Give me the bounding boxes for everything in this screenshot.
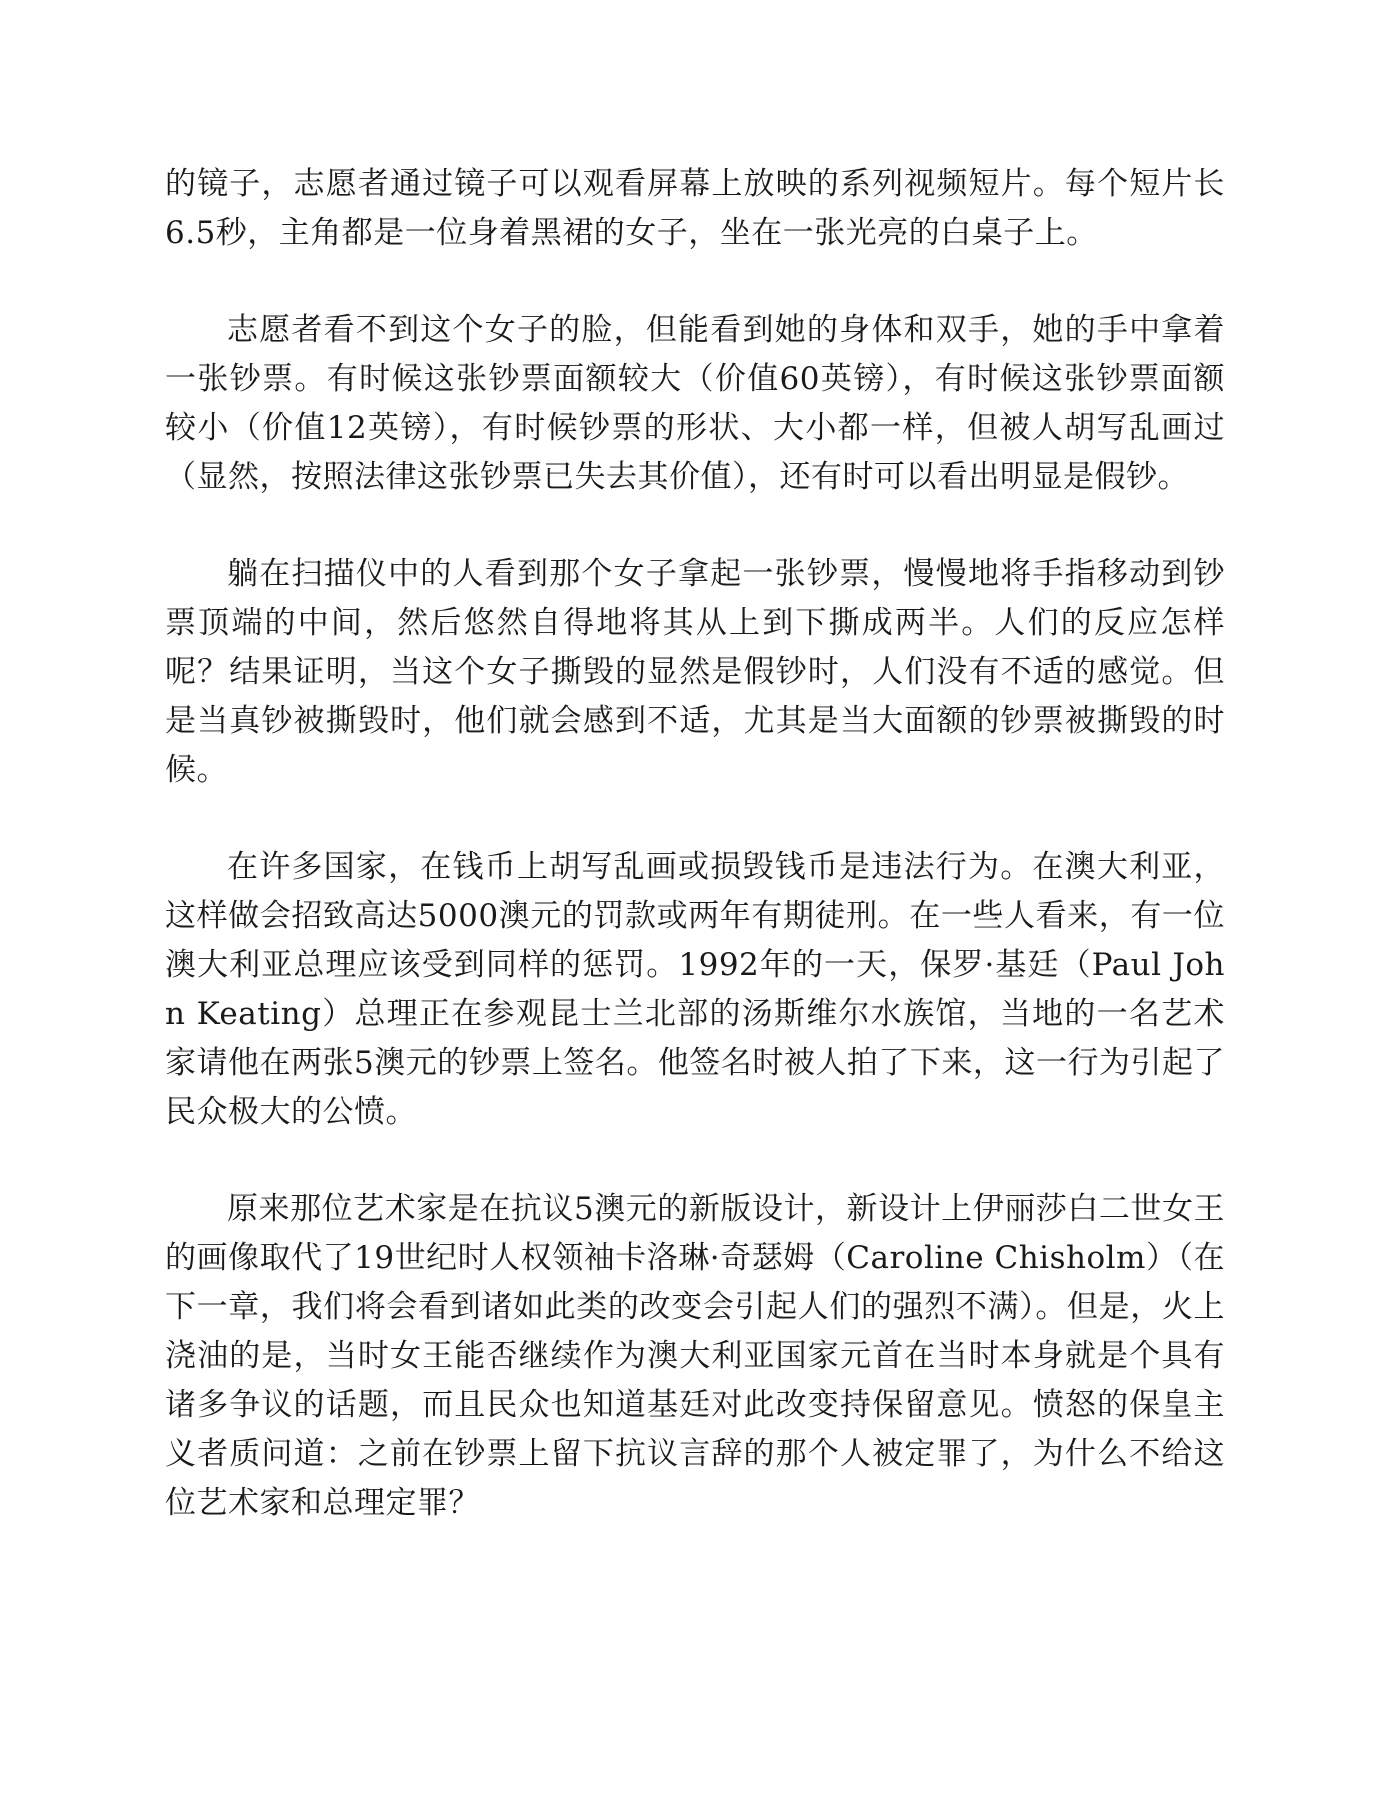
paragraph: 志愿者看不到这个女子的脸，但能看到她的身体和双手，她的手中拿着一张钞票。有时候这张钞票面额较大（价值60英镑），有时候这张钞票面额较小（价值12英镑），有时候钞票的形状、大小都一样，但被人胡写乱画过（显然，按照法律这张钞票已失去其价值），还有时可以看出明显是假钞。 xyxy=(165,312,1225,495)
paragraph: 躺在扫描仪中的人看到那个女子拿起一张钞票，慢慢地将手指移动到钞票顶端的中间，然后悠然自得地将其从上到下撕成两半。人们的反应怎样呢？结果证明，当这个女子撕毁的显然是假钞时，人们没有不适的感觉。但是当真钞被撕毁时，他们就会感到不适，尤其是当大面额的钞票被撕毁的时候。 xyxy=(165,556,1225,788)
paragraph: 原来那位艺术家是在抗议5澳元的新版设计，新设计上伊丽莎白二世女王的画像取代了19世纪时人权领袖卡洛琳·奇瑟姆（Caroline Chisholm）（在下一章，我们将会看到诸如此类的改变会引起人们的强烈不满）。但是，火上浇油的是，当时女王能否继续作为澳大利亚国家元首在当时本身就是个具有诸多争议的话题，而且民众也知道基廷对此改变持保留意见。愤怒的保皇主义者质问道：之前在钞票上留下抗议言辞的那个人被定罪了，为什么不给这位艺术家和总理定罪？ xyxy=(165,1191,1225,1521)
paragraph: 在许多国家，在钱币上胡写乱画或损毁钱币是违法行为。在澳大利亚，这样做会招致高达5000澳元的罚款或两年有期徒刑。在一些人看来，有一位澳大利亚总理应该受到同样的惩罚。1992年的一天，保罗·基廷（Paul John Keating）总理正在参观昆士兰北部的汤斯维尔水族馆，当地的一名艺术家请他在两张5澳元的钞票上签名。他签名时被人拍了下来，这一行为引起了民众极大的公愤。 xyxy=(165,849,1225,1130)
paragraph-continued: 的镜子，志愿者通过镜子可以观看屏幕上放映的系列视频短片。每个短片长6.5秒，主角都是一位身着黑裙的女子，坐在一张光亮的白桌子上。 xyxy=(165,166,1225,251)
body-text xyxy=(165,160,1225,1576)
